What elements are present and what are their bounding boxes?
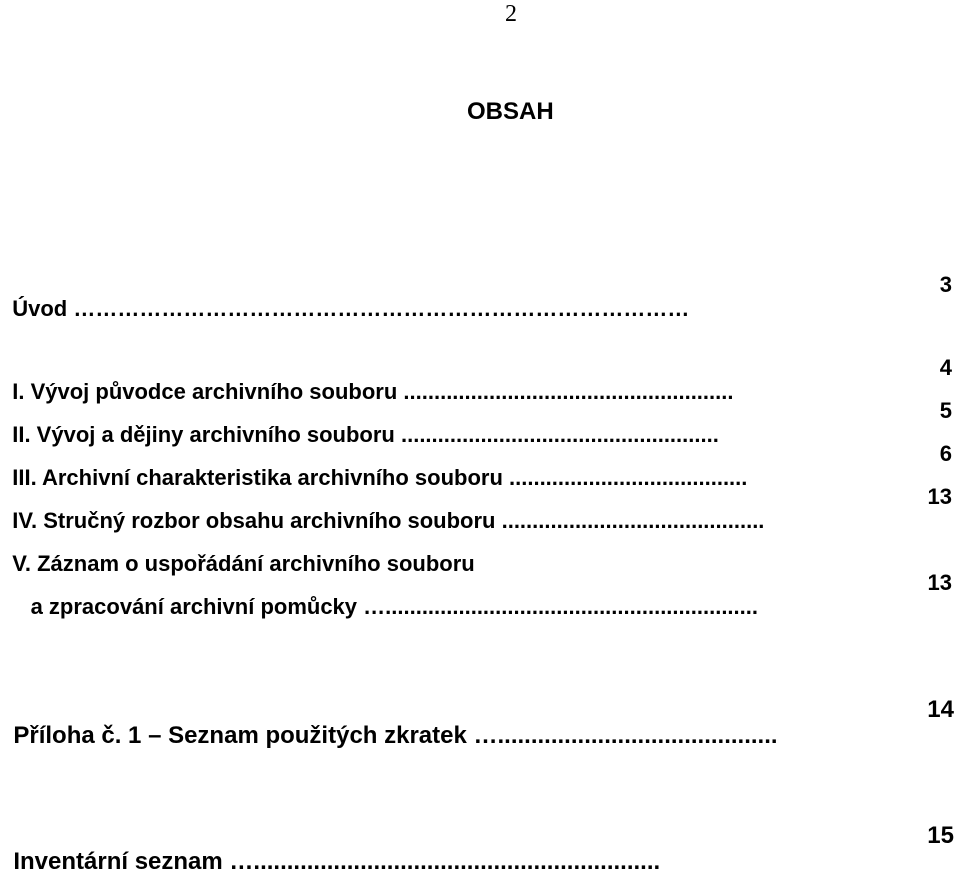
toc-entry-text: III. Archivní charakteristika archivního souboru ....................................... bbox=[12, 465, 748, 490]
page-number: 2 bbox=[505, 1, 517, 27]
toc-entry-text: Inventární seznam …............................................................. bbox=[13, 848, 661, 875]
toc-entry-priloha bbox=[0, 697, 778, 749]
toc-entry-text: I. Vývoj původce archivního souboru ...................................................... bbox=[12, 379, 734, 404]
toc-entry-page: 13 bbox=[927, 570, 952, 595]
toc-entry-v-continued bbox=[0, 571, 758, 619]
toc-entry-page: 3 bbox=[939, 272, 952, 297]
toc-entry-page: 5 bbox=[939, 398, 952, 423]
toc-entry-page: 4 bbox=[939, 355, 952, 380]
toc-entry-page: 14 bbox=[927, 696, 954, 723]
toc-entry-page: 6 bbox=[939, 441, 952, 466]
toc-entry-page: 13 bbox=[927, 484, 952, 509]
toc-entry-text: II. Vývoj a dějiny archivního souboru .................................................... bbox=[12, 422, 719, 447]
toc-entry-uvod bbox=[0, 273, 689, 321]
toc-entry-text: Příloha č. 1 – Seznam použitých zkratek ….......................................... bbox=[13, 722, 778, 749]
toc-entry-text: IV. Stručný rozbor obsahu archivního souboru ........................................... bbox=[12, 508, 765, 533]
toc-entry-text: V. Záznam o uspořádání archivního souboru bbox=[12, 551, 475, 576]
toc-entry-ii bbox=[0, 399, 719, 447]
toc-entry-v bbox=[0, 528, 475, 576]
toc-entry-text: Úvod ………………………………………………………………………… bbox=[12, 296, 690, 321]
toc-title: OBSAH bbox=[467, 98, 554, 125]
toc-entry-text: a zpracování archivní pomůcky …............................................................. bbox=[12, 594, 758, 619]
toc-entry-inventarni-seznam bbox=[0, 823, 660, 875]
toc-entry-iii bbox=[0, 442, 747, 490]
toc-entry-iv bbox=[0, 485, 764, 533]
toc-entry-page: 15 bbox=[927, 822, 954, 849]
toc-entry-i bbox=[0, 356, 733, 404]
